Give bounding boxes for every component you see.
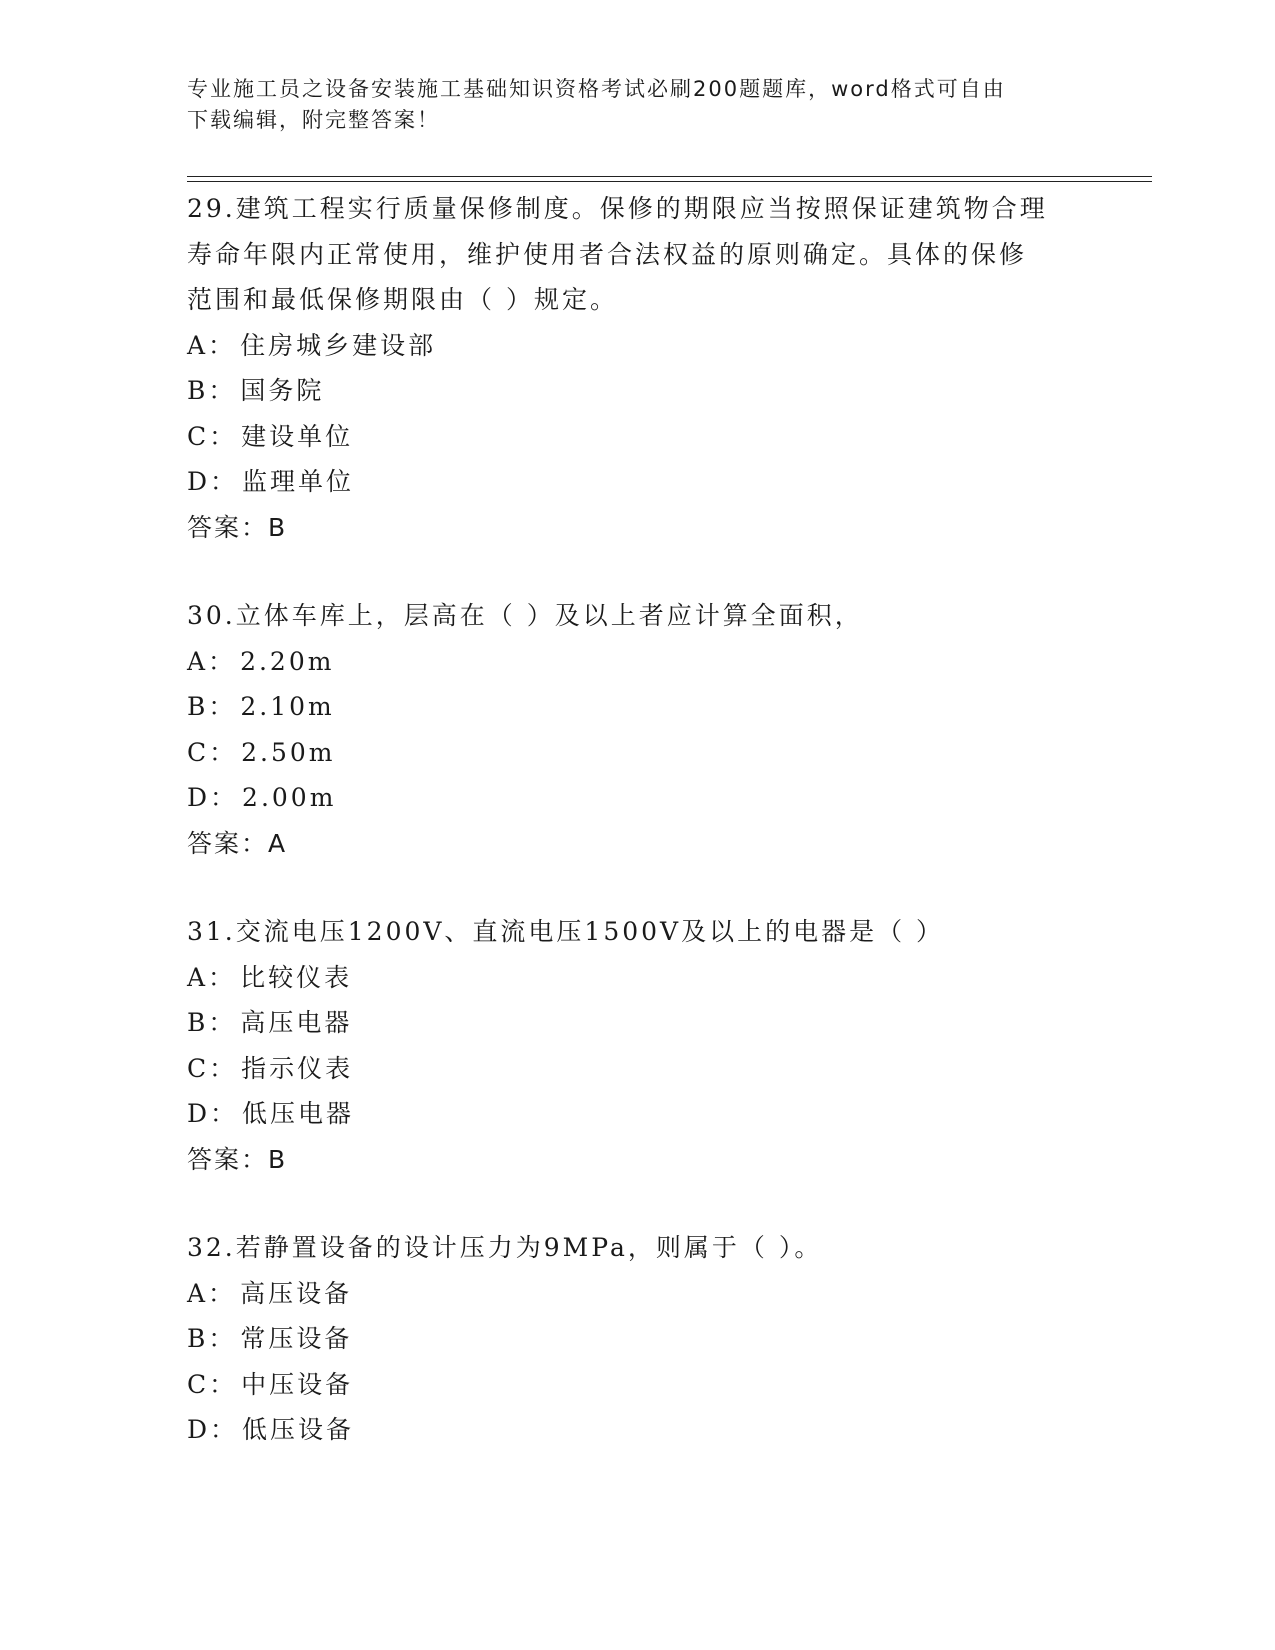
question-text: 范围和最低保修期限由（ ）规定。 <box>187 285 618 314</box>
header-divider <box>187 176 1152 177</box>
option-label: A： <box>187 330 237 360</box>
option-text: 低压设备 <box>242 1415 355 1444</box>
option-label: C： <box>187 737 238 767</box>
option-label: D： <box>187 467 239 496</box>
header-divider <box>187 181 1152 182</box>
answer-option <box>187 775 1087 821</box>
answer-option <box>187 414 1087 460</box>
answer-option <box>187 323 1087 369</box>
answer-key: 答案：B <box>187 1144 288 1174</box>
option-text: 中压设备 <box>241 1369 354 1399</box>
document-header <box>187 74 1067 136</box>
option-label: D： <box>187 1099 239 1128</box>
option-label: B： <box>187 1324 237 1353</box>
option-label: C： <box>187 1369 238 1399</box>
answer-option <box>187 730 1087 776</box>
question-block <box>187 186 1087 550</box>
answer-option <box>187 1362 1087 1408</box>
answer-option <box>187 955 1087 1001</box>
option-label: A： <box>187 962 237 992</box>
answer-option <box>187 1046 1087 1092</box>
option-label: D： <box>187 783 239 812</box>
header-line: 专业施工员之设备安装施工基础知识资格考试必刷200题题库，word格式可自由 <box>187 77 1006 101</box>
option-text: 2.20m <box>240 646 335 676</box>
option-text: 常压设备 <box>240 1324 353 1353</box>
option-label: B： <box>187 692 237 721</box>
question-block <box>187 1225 1087 1453</box>
answer-key: 答案：B <box>187 512 288 542</box>
option-text: 低压电器 <box>242 1099 355 1128</box>
option-label: C： <box>187 421 238 451</box>
question-text: 32.若静置设备的设计压力为9MPa，则属于（ ）。 <box>187 1233 823 1262</box>
header-line: 下载编辑，附完整答案！ <box>187 108 440 132</box>
option-text: 2.50m <box>241 737 336 767</box>
option-label: D： <box>187 1415 239 1444</box>
question-text: 30.立体车库上，层高在（ ）及以上者应计算全面积， <box>187 601 863 630</box>
option-text: 指示仪表 <box>241 1053 354 1083</box>
answer-option <box>187 1271 1087 1317</box>
option-text: 国务院 <box>240 376 325 405</box>
option-text: 高压电器 <box>240 1008 353 1037</box>
answer-option <box>187 1407 1087 1453</box>
question-text: 29.建筑工程实行质量保修制度。保修的期限应当按照保证建筑物合理 <box>187 194 1048 223</box>
answer-key: 答案：A <box>187 828 288 858</box>
option-label: B： <box>187 1008 237 1037</box>
answer-option <box>187 1000 1087 1046</box>
option-text: 比较仪表 <box>240 962 353 992</box>
option-label: B： <box>187 376 237 405</box>
answer-option <box>187 459 1087 505</box>
option-text: 建设单位 <box>241 421 354 451</box>
answer-option <box>187 1091 1087 1137</box>
answer-option <box>187 1316 1087 1362</box>
option-label: A： <box>187 646 237 676</box>
option-label: C： <box>187 1053 238 1083</box>
answer-option <box>187 684 1087 730</box>
question-text: 寿命年限内正常使用，维护使用者合法权益的原则确定。具体的保修 <box>187 239 1028 269</box>
question-text: 31.交流电压1200V、直流电压1500V及以上的电器是（ ） <box>187 917 945 946</box>
question-block <box>187 593 1087 866</box>
option-text: 2.00m <box>242 783 337 812</box>
answer-option <box>187 368 1087 414</box>
answer-option <box>187 639 1087 685</box>
option-text: 监理单位 <box>242 467 355 496</box>
option-text: 高压设备 <box>240 1278 353 1308</box>
option-label: A： <box>187 1278 237 1308</box>
option-text: 2.10m <box>240 692 335 721</box>
option-text: 住房城乡建设部 <box>240 330 437 360</box>
question-block <box>187 909 1087 1182</box>
question-list <box>187 186 1087 1496</box>
